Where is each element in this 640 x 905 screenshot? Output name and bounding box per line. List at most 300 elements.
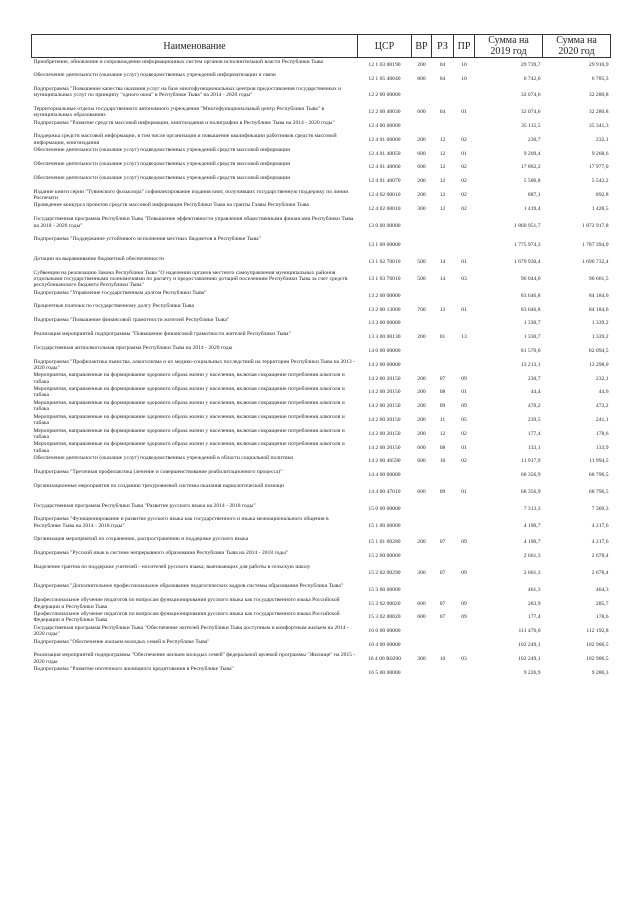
row-sum-2019: 230,7 <box>527 136 541 143</box>
row-name: Подпрограмма "Функционирование и развитие русского языка как государственного и языка межнационального общения в Республике Тыва на 2014 - 2018 годы" <box>33 516 329 529</box>
row-vr: 200 <box>417 191 426 198</box>
row-csr: 14 4 00 47010 <box>368 488 401 495</box>
row-sum-2019: 29 739,7 <box>520 62 541 68</box>
row-vr <box>412 215 432 235</box>
table-row <box>32 468 611 482</box>
row-sum-2020: 68 796,5 <box>588 472 609 479</box>
row-csr: 15 1 01 00280 <box>368 539 401 546</box>
row-csr: 15 2 02 00290 <box>368 569 401 576</box>
table-row <box>32 535 611 549</box>
row-vr <box>412 289 432 303</box>
row-name: Профессиональное обучение педагогов по вопросам функционирования русского языка как государственного языка Российской Федерации и Республики Тыва <box>33 611 340 624</box>
row-sum-2020: 32 280,8 <box>588 92 609 99</box>
table-row <box>32 302 611 316</box>
row-name: Обеспечение деятельности (оказание услуг) подведомственных учреждений информатизации и связи <box>33 72 276 79</box>
row-sum-2020: 178,6 <box>595 614 609 621</box>
row-name: Подпрограмма "Поддержание устойчивого исполнения местных бюджетов в Республике Тыва" <box>33 236 261 243</box>
row-pr <box>454 289 475 303</box>
row-sum-2020: 13 298,0 <box>588 361 609 368</box>
row-csr: 12 4 01 40070 <box>368 178 401 185</box>
row-name: Профессиональное обучение педагогов по вопросам функционирования русского языка как государственного языка Российской Федерации и Республики Тыва <box>33 597 340 610</box>
row-vr: 600 <box>417 458 426 465</box>
row-name: Поддержка средств массовой информации, в том числе организация и повышение квалификации работников средств массовой информации, книгоиздания <box>33 133 337 146</box>
row-vr: 200 <box>417 62 426 68</box>
row-csr: 15 3 02 00020 <box>368 600 401 607</box>
row-sum-2020: 84 184,6 <box>588 306 609 313</box>
row-pr: 10 <box>461 75 467 82</box>
table-row <box>32 269 611 289</box>
row-vr <box>412 468 432 482</box>
table-row <box>32 482 611 502</box>
row-rz: 12 <box>439 430 446 437</box>
row-vr: 200 <box>417 539 426 546</box>
row-sum-2020: 102 906,5 <box>586 641 609 648</box>
row-vr: 600 <box>417 109 426 116</box>
row-rz <box>432 549 454 563</box>
row-rz: 07 <box>439 614 446 621</box>
row-vr: 200 <box>417 416 426 423</box>
row-vr: 500 <box>417 275 426 282</box>
row-rz: 13 <box>439 306 446 313</box>
row-rz: 14 <box>439 259 446 266</box>
row-sum-2020: 35 341,3 <box>588 122 609 129</box>
row-pr <box>454 624 475 638</box>
row-name: Подпрограмма "Повышение финансовой грамотности жителей Республики Тыва" <box>33 317 230 324</box>
row-csr: 14 2 00 00000 <box>368 361 401 368</box>
row-name: Реализация мероприятий подпрограммы "Обеспечение жильем молодых семей" федеральной целевой программы "Жилище" на 2015 - 2020 годы <box>33 652 356 665</box>
row-pr: 02 <box>461 205 467 212</box>
row-pr: 01 <box>461 488 467 495</box>
row-sum-2020: 4 217,6 <box>591 539 609 546</box>
row-csr: 12 4 01 00000 <box>368 136 401 143</box>
table-row <box>32 440 611 454</box>
row-sum-2019: 1 775 974,3 <box>513 242 541 249</box>
row-name: Выделение грантов по поддержке учителей - носителей русского языка, выезжающих для работы в сельскую школу <box>33 563 311 570</box>
row-sum-2019: 83 646,8 <box>520 292 541 299</box>
table-row <box>32 385 611 399</box>
row-vr <box>412 549 432 563</box>
row-rz: 14 <box>439 275 446 282</box>
row-pr <box>454 85 475 105</box>
row-rz: 01 <box>439 334 446 341</box>
row-sum-2019: 470,2 <box>527 403 541 410</box>
row-pr <box>454 515 475 535</box>
row-name: Территориальные отделы государственного автономного учреждения "Многофункциональный центр Республики Тыва" в муниципальных образованиях <box>33 105 325 119</box>
row-vr <box>412 358 432 372</box>
row-name: Мероприятия, направленные на формирование здорового образа жизни у населения, включая сокращение потребления алкоголя и табака <box>33 413 345 427</box>
row-rz: 12 <box>439 178 446 185</box>
row-sum-2020: 9 268,6 <box>591 150 609 157</box>
row-sum-2019: 9 226,9 <box>523 669 541 676</box>
row-name: Дотации на выравнивание бюджетной обеспеченности <box>33 255 165 262</box>
row-name: Подпрограмма "Развитие ипотечного жилищного кредитования в Республике Тыва" <box>33 666 234 673</box>
row-sum-2020: 102 906,5 <box>586 655 609 662</box>
table-row <box>32 188 611 202</box>
row-vr: 600 <box>417 444 426 451</box>
row-rz <box>432 235 454 255</box>
row-sum-2020: 285,7 <box>595 600 609 607</box>
row-sum-2020: 29 910,9 <box>588 62 609 68</box>
row-pr: 01 <box>461 150 467 157</box>
budget-document <box>31 34 610 679</box>
row-name: Подпрограмма "Развитие средств массовой информации, книгоиздания и полиграфии в Республике Тыва на 2014 - 2020 годы" <box>33 119 335 126</box>
row-vr: 600 <box>417 614 426 621</box>
row-vr: 200 <box>417 389 426 396</box>
table-row <box>32 215 611 235</box>
row-vr: 200 <box>417 375 426 382</box>
table-row <box>32 146 611 160</box>
table-row <box>32 201 611 215</box>
row-vr: 300 <box>417 655 426 662</box>
row-sum-2020: 892,8 <box>595 191 609 198</box>
row-vr: 600 <box>417 488 426 495</box>
row-csr: 14 2 00 40590 <box>368 458 401 465</box>
row-csr: 14 2 00 20150 <box>368 430 401 437</box>
row-name: Приобретение, обновление и сопровождение информационных систем органов исполнительной власти Республики Тыва <box>33 59 324 65</box>
table-header-row <box>32 35 611 58</box>
row-vr <box>412 502 432 516</box>
row-sum-2020: 1 872 917,8 <box>581 222 609 229</box>
row-sum-2020: 232,1 <box>595 136 609 143</box>
row-csr: 12 4 01 40050 <box>368 150 401 157</box>
row-csr: 15 0 00 00000 <box>368 505 401 512</box>
row-name: Мероприятия, направленные на формирование здорового образа жизни у населения, включая сокращение потребления алкоголя и табака <box>33 386 345 399</box>
row-sum-2019: 1 419,4 <box>523 205 541 212</box>
row-vr <box>412 85 432 105</box>
row-pr <box>454 582 475 596</box>
row-sum-2020: 2 678,4 <box>591 553 609 560</box>
row-pr <box>454 468 475 482</box>
row-name: Мероприятия, направленные на формирование здорового образа жизни у населения, включая сокращение потребления алкоголя и табака <box>33 427 345 440</box>
row-sum-2019: 133,1 <box>527 444 541 451</box>
row-name: Обеспечение деятельности (оказание услуг) подведомственных учреждений средств массовой информации <box>33 174 291 181</box>
row-name: Обеспечение деятельности (оказание услуг) подведомственных учреждений средств массовой информации <box>33 147 291 154</box>
row-csr: 14 2 00 20150 <box>368 416 401 423</box>
row-pr: 02 <box>461 458 467 465</box>
row-rz <box>432 582 454 596</box>
row-sum-2019: 111 476,0 <box>518 628 541 635</box>
row-name: Обеспечение деятельности (оказание услуг) подведомственных учреждений в области социальной политики <box>33 455 294 462</box>
row-sum-2019: 4 190,7 <box>523 522 541 529</box>
row-csr: 15 3 02 00020 <box>368 614 401 621</box>
header-pr: ПР <box>454 35 475 58</box>
row-vr <box>412 665 432 679</box>
row-rz: 09 <box>439 488 446 495</box>
row-pr <box>454 665 475 679</box>
table-row <box>32 582 611 596</box>
row-csr: 12 4 00 00000 <box>368 122 401 129</box>
row-sum-2019: 177,4 <box>527 430 541 437</box>
row-sum-2020: 112 192,8 <box>586 628 609 635</box>
row-vr: 600 <box>417 600 426 607</box>
row-sum-2020: 1 339,2 <box>591 334 609 341</box>
row-pr: 09 <box>461 539 467 546</box>
row-name: Государственная программа Республики Тыва "Повышение эффективности управления общественными финансами Республики Тыва на 2018 - 2020 годы" <box>33 216 354 229</box>
row-name: Подпрограмма "Повышение качества оказания услуг на базе многофункциональных центров предоставления государственных и муниципальных услуг по принципу "одного окна" в Республике Тыва" на 2014 - 2020 годы" <box>33 86 342 99</box>
row-csr: 15 3 00 00000 <box>368 586 401 593</box>
row-csr: 13 1 02 70010 <box>368 259 401 266</box>
row-vr: 500 <box>417 259 426 266</box>
row-vr <box>412 582 432 596</box>
header-name: Наименование <box>32 35 358 58</box>
row-rz <box>432 358 454 372</box>
row-sum-2019: 32 074,6 <box>520 92 541 99</box>
row-vr <box>412 344 432 358</box>
table-row <box>32 638 611 652</box>
row-name: Мероприятия, направленные на формирование здорового образа жизни у населения, включая сокращение потребления алкоголя и табака <box>33 441 345 454</box>
row-sum-2020: 464,3 <box>595 586 609 593</box>
row-pr: 10 <box>461 62 467 68</box>
row-vr: 700 <box>417 306 426 313</box>
table-row <box>32 563 611 583</box>
row-rz: 09 <box>439 403 446 410</box>
row-rz: 07 <box>439 569 446 576</box>
table-row <box>32 549 611 563</box>
row-rz: 08 <box>439 444 446 451</box>
row-sum-2020: 1 428,5 <box>591 205 609 212</box>
row-rz <box>432 624 454 638</box>
row-sum-2020: 82 094,5 <box>588 347 609 354</box>
table-row <box>32 160 611 174</box>
row-csr: 16 4 00 00000 <box>368 641 401 648</box>
row-vr <box>412 624 432 638</box>
row-rz <box>432 344 454 358</box>
row-csr: 15 2 00 00000 <box>368 553 401 560</box>
row-sum-2019: 102 249,1 <box>518 655 541 662</box>
header-vr: ВР <box>412 35 432 58</box>
row-sum-2020: 1 339,2 <box>591 320 609 327</box>
table-row <box>32 454 611 468</box>
row-pr: 05 <box>461 416 467 423</box>
row-pr: 03 <box>461 655 467 662</box>
row-rz <box>432 119 454 133</box>
table-row <box>32 132 611 146</box>
row-pr: 02 <box>461 191 467 198</box>
row-sum-2020: 17 977,0 <box>588 164 609 171</box>
row-sum-2019: 81 570,0 <box>520 347 541 354</box>
row-rz: 07 <box>439 375 446 382</box>
row-vr: 200 <box>417 403 426 410</box>
row-name: Государственная программа Республики Тыва "Развитие русского языка на 2014 - 2018 годы" <box>33 502 256 509</box>
row-sum-2019: 11 917,9 <box>521 458 541 465</box>
table-row <box>32 371 611 385</box>
table-row <box>32 427 611 441</box>
row-sum-2020: 241,1 <box>595 416 609 423</box>
row-csr: 13 1 03 76010 <box>368 275 401 282</box>
row-name: Обеспечение деятельности (оказание услуг) подведомственных учреждений средств массовой информации <box>33 161 291 168</box>
row-sum-2019: 2 661,3 <box>523 553 541 560</box>
row-sum-2020: 96 661,5 <box>588 275 609 282</box>
table-row <box>32 665 611 679</box>
row-sum-2019: 239,5 <box>527 416 541 423</box>
row-pr: 13 <box>461 334 467 341</box>
row-vr <box>412 235 432 255</box>
row-pr: 02 <box>461 430 467 437</box>
row-sum-2019: 102 249,1 <box>518 641 541 648</box>
row-name: Процентные платежи по государственному долгу Республики Тыва <box>33 303 194 310</box>
table-row <box>32 344 611 358</box>
row-csr: 13 3 00 00000 <box>368 320 401 327</box>
row-sum-2019: 35 115,5 <box>521 122 541 129</box>
row-rz: 10 <box>439 655 446 662</box>
row-name: Мероприятия, направленные на формирование здорового образа жизни у населения, включая сокращение потребления алкоголя и табака <box>33 399 345 413</box>
table-body <box>32 58 611 680</box>
row-sum-2019: 13 213,1 <box>520 361 541 368</box>
row-sum-2020: 5 542,2 <box>591 178 609 185</box>
row-pr: 09 <box>461 569 467 576</box>
row-csr: 12 4 02 00010 <box>368 191 401 198</box>
row-sum-2019: 461,3 <box>527 586 541 593</box>
row-name: Издание книги серии "Тувинского фольклора" софинансирование издания книг, получивших государственную поддержку по линии Роспечати <box>33 188 349 201</box>
row-sum-2019: 1 330,7 <box>523 334 541 341</box>
table-row <box>32 624 611 638</box>
row-name: Мероприятия, направленные на формирование здорового образа жизни у населения, включая сокращение потребления алкоголя и табака <box>33 372 345 385</box>
table-row <box>32 651 611 665</box>
row-pr: 02 <box>461 164 467 171</box>
row-sum-2019: 5 506,8 <box>523 178 541 185</box>
row-rz: 12 <box>439 136 446 143</box>
row-rz <box>432 515 454 535</box>
row-csr: 12 1 03 00190 <box>368 62 401 68</box>
row-sum-2019: 1 860 951,7 <box>513 222 541 229</box>
row-rz: 12 <box>439 164 446 171</box>
row-pr: 01 <box>461 444 467 451</box>
table-row <box>32 85 611 105</box>
row-csr: 13 3 00 00130 <box>368 334 401 341</box>
row-sum-2020: 1 787 394,0 <box>581 242 609 249</box>
row-sum-2020: 11 994,5 <box>589 458 609 465</box>
row-sum-2020: 84 184,6 <box>588 292 609 299</box>
row-csr: 16 0 00 00000 <box>368 628 401 635</box>
row-vr <box>412 119 432 133</box>
row-pr <box>454 215 475 235</box>
row-pr: 02 <box>461 178 467 185</box>
row-rz: 11 <box>439 416 446 423</box>
row-csr: 14 2 00 20150 <box>368 375 401 382</box>
row-pr <box>454 502 475 516</box>
row-pr <box>454 358 475 372</box>
header-rz: РЗ <box>432 35 454 58</box>
row-sum-2020: 32 280,8 <box>588 109 609 116</box>
row-csr: 12 2 00 40030 <box>368 109 401 116</box>
row-sum-2019: 68 356,9 <box>520 472 541 479</box>
row-rz: 04 <box>439 75 446 82</box>
table-row <box>32 502 611 516</box>
row-pr: 01 <box>461 109 467 116</box>
row-rz <box>432 316 454 330</box>
row-pr: 01 <box>461 306 467 313</box>
row-rz: 12 <box>439 191 446 198</box>
row-rz <box>432 468 454 482</box>
row-sum-2020: 6 785,3 <box>591 75 609 82</box>
table-row <box>32 58 611 72</box>
row-sum-2019: 2 661,3 <box>523 569 541 576</box>
table-row <box>32 399 611 413</box>
row-vr <box>412 515 432 535</box>
row-vr: 200 <box>417 136 426 143</box>
row-sum-2020: 9 286,3 <box>591 669 609 676</box>
row-csr: 12 4 01 40060 <box>368 164 401 171</box>
row-sum-2020: 133,9 <box>595 444 609 451</box>
row-sum-2019: 7 313,3 <box>523 505 541 512</box>
table-row <box>32 596 611 610</box>
row-rz <box>432 665 454 679</box>
row-pr: 09 <box>461 403 467 410</box>
row-pr: 02 <box>461 136 467 143</box>
row-rz <box>432 215 454 235</box>
row-csr: 13 0 00 00000 <box>368 222 401 229</box>
table-row <box>32 316 611 330</box>
row-sum-2019: 96 044,0 <box>520 275 541 282</box>
budget-table <box>31 34 611 679</box>
row-vr: 600 <box>417 164 426 171</box>
row-csr: 14 2 00 20150 <box>368 444 401 451</box>
row-sum-2019: 177,4 <box>527 614 541 621</box>
row-name: Организация мероприятий по сохранению, распространению и поддержке русского языка <box>33 536 249 543</box>
header-sum-2019: Сумма на 2019 год <box>475 35 543 58</box>
header-csr: ЦСР <box>358 35 412 58</box>
row-csr: 16 4 00 R0200 <box>367 655 402 662</box>
row-sum-2019: 1 679 930,4 <box>513 259 541 266</box>
row-csr: 12 1 05 40040 <box>368 75 401 82</box>
table-row <box>32 174 611 188</box>
row-sum-2019: 887,1 <box>527 191 541 198</box>
row-vr: 800 <box>417 75 426 82</box>
row-csr: 16 5 00 00000 <box>368 669 401 676</box>
row-rz <box>432 638 454 652</box>
row-vr: 300 <box>417 205 426 212</box>
row-sum-2020: 473,2 <box>595 403 609 410</box>
row-vr: 200 <box>417 334 426 341</box>
row-name: Организационные мероприятия по созданию трехуровневой системы оказания наркологической помощи <box>33 482 284 489</box>
table-row <box>32 413 611 427</box>
row-csr: 14 4 00 00000 <box>368 472 401 479</box>
row-pr: 01 <box>461 259 467 266</box>
row-rz: 12 <box>439 150 446 157</box>
row-sum-2019: 32 074,6 <box>520 109 541 116</box>
row-rz <box>432 502 454 516</box>
row-rz: 10 <box>439 458 446 465</box>
table-row <box>32 255 611 269</box>
row-name: Подпрограмма "Управление государственным долгом Республики Тыва" <box>33 289 207 296</box>
row-pr <box>454 549 475 563</box>
row-pr <box>454 119 475 133</box>
row-name: Подпрограмма "Обеспечение жильем молодых семей в Республике Тыва" <box>33 638 210 645</box>
row-csr: 13 1 00 00000 <box>368 242 401 249</box>
row-sum-2020: 7 360,3 <box>591 505 609 512</box>
row-pr: 03 <box>461 275 467 282</box>
row-rz: 07 <box>439 539 446 546</box>
row-vr: 200 <box>417 430 426 437</box>
row-sum-2020: 232,1 <box>595 375 609 382</box>
row-sum-2019: 6 742,0 <box>523 75 541 82</box>
row-sum-2019: 4 190,7 <box>523 539 541 546</box>
row-vr: 600 <box>417 150 426 157</box>
row-csr: 15 1 00 00000 <box>368 522 401 529</box>
row-vr: 300 <box>417 569 426 576</box>
row-name: Реализация мероприятий подпрограммы "Повышение финансовой грамотности жителей Республики Тыва" <box>33 330 291 337</box>
row-csr: 12 2 00 00000 <box>368 92 401 99</box>
row-name: Подпрограмма "Профилактика пьянства, алкоголизма и их медико-социальных последствий на территории Республики Тыва на 2013 - 2020 годы" <box>33 358 355 371</box>
row-rz: 04 <box>439 109 446 116</box>
row-sum-2020: 44,6 <box>598 389 609 396</box>
row-rz: 12 <box>439 205 446 212</box>
row-pr: 09 <box>461 600 467 607</box>
row-sum-2019: 83 646,8 <box>520 306 541 313</box>
row-sum-2020: 178,6 <box>595 430 609 437</box>
row-csr: 14 2 00 20150 <box>368 389 401 396</box>
row-name: Подпрограмма "Русский язык в системе непрерывного образования Республики Тыва на 2014 - 2018 годы" <box>33 549 289 556</box>
